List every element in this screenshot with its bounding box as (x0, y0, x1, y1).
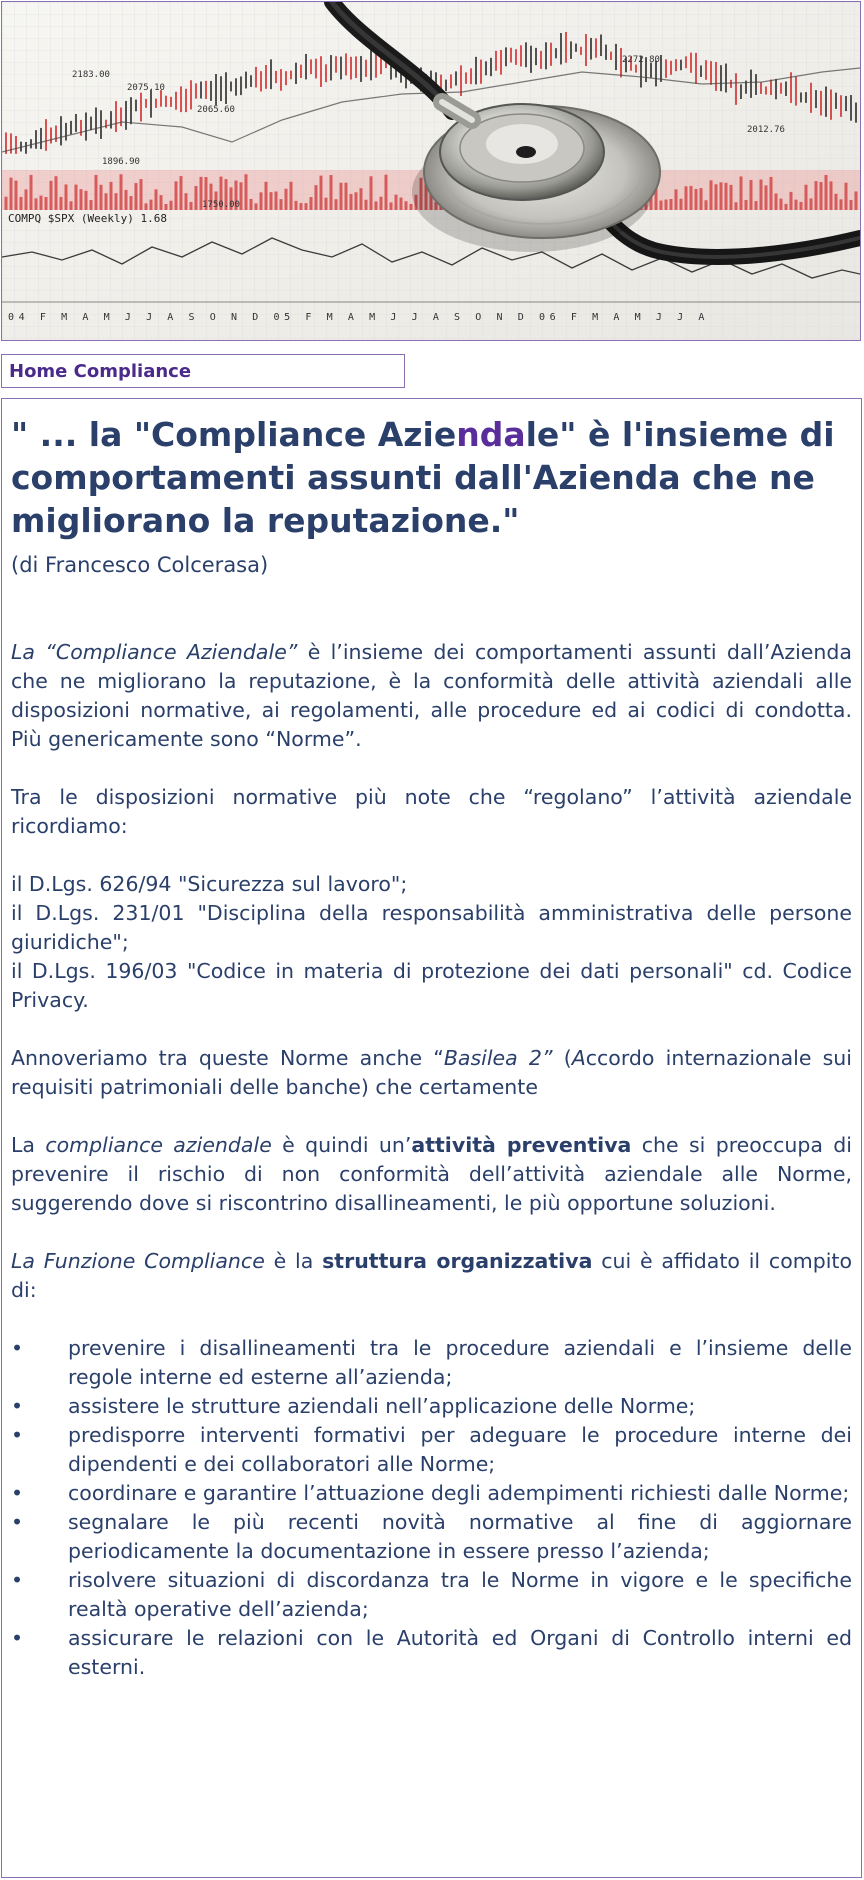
bullet-icon: • (11, 1510, 24, 1534)
chart-volume-bar (280, 199, 283, 210)
chart-tick-5: 2012.76 (747, 125, 785, 135)
list-item (11, 1392, 852, 1421)
chart-volume-bar (275, 191, 278, 210)
chart-volume-bar (785, 204, 788, 210)
chart-volume-bar (695, 189, 698, 210)
chart-volume-bar (845, 183, 848, 210)
chart-volume-bar (840, 199, 843, 210)
chart-volume-bar (745, 200, 748, 210)
paragraph-basilea (11, 1044, 852, 1102)
law-item-1: il D.Lgs. 626/94 "Sicurezza sul lavoro"; (11, 872, 408, 896)
duties-list (11, 1334, 852, 1682)
duty-text: prevenire i disallineamenti tra le procedure aziendali e l’insieme delle regole interne ed esterne all’azienda; (68, 1336, 852, 1389)
chart-volume-bar (195, 186, 198, 210)
chart-volume-bar (735, 202, 738, 210)
chart-volume-bar (760, 180, 763, 210)
chart-volume-bar (755, 201, 758, 210)
chart-volume-bar (665, 200, 668, 210)
chart-volume-bar (155, 189, 158, 210)
list-item (11, 1566, 852, 1624)
preventive-text-b: è quindi un’ (271, 1133, 412, 1157)
chart-volume-bar (260, 192, 263, 210)
chart-volume-bar (15, 181, 18, 210)
chart-volume-bar (75, 185, 78, 210)
chart-volume-bar (170, 201, 173, 210)
page-quote-heading (11, 413, 852, 542)
chart-volume-bar (705, 200, 708, 210)
function-strong: struttura organizzativa (322, 1249, 593, 1273)
chart-volume-bar (55, 176, 58, 210)
chart-volume-bar (660, 201, 663, 210)
preventive-text-a: La (11, 1133, 46, 1157)
chart-volume-bar (700, 188, 703, 210)
chart-volume-bar (150, 200, 153, 210)
chart-volume-bar (355, 192, 358, 210)
quote-highlight: nda (456, 415, 526, 454)
chart-volume-bar (25, 189, 28, 210)
basilea-text-c: ccordo internazionale sui requisiti patrimoniali delle banche) che certamente (11, 1046, 852, 1099)
home-compliance-link[interactable]: Home Compliance (9, 361, 192, 382)
chart-volume-bar (330, 175, 333, 210)
chart-volume-bar (350, 194, 353, 210)
chart-volume-bar (750, 180, 753, 210)
article-body (11, 638, 852, 1682)
chart-volume-bar (335, 199, 338, 210)
chart-volume-bar (35, 198, 38, 210)
paragraph-definition (11, 638, 852, 754)
chart-volume-bar (775, 193, 778, 210)
chart-volume-bar (675, 189, 678, 210)
duty-text: coordinare e garantire l’attuazione degli adempimenti richiesti dalle Norme; (68, 1481, 850, 1505)
chart-volume-bar (295, 201, 298, 210)
chart-volume-bar (40, 196, 43, 210)
chart-tick-6: 1896.90 (102, 157, 140, 167)
chart-volume-bar (20, 197, 23, 210)
chart-volume-bar (65, 184, 68, 210)
chart-caption: COMPQ $SPX (Weekly) 1.68 (8, 212, 167, 225)
chart-volume-bar (360, 188, 363, 210)
duty-text: risolvere situazioni di discordanza tra le Norme in vigore e le specifiche realtà operative dell’azienda; (68, 1568, 852, 1621)
chart-volume-bar (370, 176, 373, 210)
chart-volume-bar (145, 203, 148, 210)
chart-volume-bar (780, 199, 783, 210)
chart-volume-bar (805, 185, 808, 210)
chart-volume-bar (380, 197, 383, 210)
duty-text: segnalare le più recenti novità normative al fine di aggiornare periodicamente la documentazione in essere presso l’azienda; (68, 1510, 852, 1563)
chart-volume-bar (115, 193, 118, 210)
chart-volume-bar (395, 195, 398, 210)
chart-volume-bar (670, 199, 673, 210)
chart-volume-bar (715, 184, 718, 210)
chart-volume-bar (855, 191, 858, 210)
function-text-b: cui è affidato il compito di: (11, 1249, 852, 1302)
list-item (11, 1624, 852, 1682)
chart-volume-bar (305, 203, 308, 210)
chart-volume-bar (85, 191, 88, 210)
duty-text: assistere le strutture aziendali nell’applicazione delle Norme; (68, 1394, 696, 1418)
chart-tick-4: 2272.80 (622, 55, 660, 65)
bullet-icon: • (11, 1568, 24, 1592)
chart-volume-bar (270, 192, 273, 210)
chart-volume-bar (180, 176, 183, 210)
chart-volume-bar (730, 185, 733, 210)
definition-text: è l’insieme dei comportamenti assunti dall’Azienda che ne migliorano la reputazione, è la conformità delle attività aziendali alle disposizioni normative, ai regolamenti, alle procedure ed ai codici di condotta. Più genericamente sono “Norme”. (11, 640, 852, 751)
chart-volume-bar (110, 182, 113, 210)
basilea-text-a: Annoveriamo tra queste Norme anche “ (11, 1046, 444, 1070)
chart-volume-bar (130, 196, 133, 210)
term-compliance-aziendale: La “Compliance Aziendale” (11, 640, 298, 664)
chart-volume-bar (410, 204, 413, 210)
chart-volume-bar (190, 202, 193, 210)
chart-volume-bar (810, 198, 813, 210)
duty-text: assicurare le relazioni con le Autorità ed Organi di Controllo interni ed esterni. (68, 1626, 852, 1679)
bullet-icon: • (11, 1481, 24, 1505)
chart-volume-bar (290, 182, 293, 210)
bullet-icon: • (11, 1423, 24, 1447)
function-term: La Funzione Compliance (11, 1249, 265, 1273)
preventive-strong: attività preventiva (411, 1133, 632, 1157)
bullet-icon: • (11, 1394, 24, 1418)
function-text-a: è la (264, 1249, 323, 1273)
chart-tick-7: 1750.00 (202, 200, 240, 210)
list-item (11, 1334, 852, 1392)
chart-volume-bar (175, 181, 178, 210)
list-item (11, 1421, 852, 1479)
chart-tick-2: 2075.10 (127, 83, 165, 93)
chart-volume-bar (255, 203, 258, 210)
chart-volume-bar (60, 197, 63, 210)
chart-volume-bar (825, 175, 828, 210)
chart-volume-bar (405, 201, 408, 210)
chart-volume-bar (720, 182, 723, 210)
chart-volume-bar (165, 204, 168, 210)
chart-volume-bar (690, 186, 693, 210)
chart-volume-bar (135, 183, 138, 210)
chart-volume-bar (740, 176, 743, 210)
chart-volume-bar (835, 194, 838, 210)
preventive-text-c: che si preoccupa di prevenire il rischio di non conformità dell’attività aziendale alle Norme, suggerendo dove si riscontrino disallineamenti, le più opportune soluzioni. (11, 1133, 852, 1215)
chart-volume-bar (685, 186, 688, 210)
chart-tick-1: 2183.00 (72, 70, 110, 80)
basilea-term: Basilea 2” (443, 1046, 553, 1070)
chart-volume-bar (385, 175, 388, 210)
chart-volume-bar (365, 200, 368, 210)
law-item-3: il D.Lgs. 196/03 "Codice in materia di protezione dei dati personali" cd. Codice Privacy. (11, 959, 852, 1012)
chart-volume-bar (710, 180, 713, 210)
stock-chart-stethoscope-illustration (2, 2, 860, 340)
chart-volume-bar (310, 197, 313, 210)
chart-tick-3: 2065.60 (197, 105, 235, 115)
chart-month-axis: 04 F M A M J J A S O N D 05 F M A M J J A S O N D 06 F M A M J J A (8, 312, 709, 323)
chart-volume-bar (320, 176, 323, 210)
chart-volume-bar (70, 201, 73, 210)
chart-volume-bar (820, 182, 823, 210)
chart-volume-bar (160, 195, 163, 210)
chart-volume-bar (315, 185, 318, 210)
paragraph-preventive (11, 1131, 852, 1218)
chart-volume-bar (100, 185, 103, 210)
chart-volume-bar (240, 182, 243, 210)
bullet-icon: • (11, 1336, 24, 1360)
quote-part-2: le" è l'insieme di comportamenti assunti dall'Azienda che ne migliorano la reputazione." (11, 415, 835, 540)
chart-volume-bar (375, 201, 378, 210)
main-content (1, 398, 862, 1878)
chart-volume-bar (245, 174, 248, 210)
quote-author: (di Francesco Colcerasa) (11, 553, 269, 577)
basilea-text-b: ( (552, 1046, 572, 1070)
chart-volume-bar (140, 179, 143, 210)
chart-volume-bar (725, 183, 728, 210)
chart-volume-bar (680, 199, 683, 210)
chart-volume-bar (300, 203, 303, 210)
chart-volume-bar (790, 192, 793, 210)
paragraph-function (11, 1247, 852, 1305)
chart-volume-bar (90, 200, 93, 210)
chart-volume-bar (30, 175, 33, 210)
quote-part-1: " ... la "Compliance Azie (11, 415, 457, 454)
chart-volume-bar (800, 202, 803, 210)
home-compliance-link-box[interactable] (1, 354, 405, 388)
chart-volume-bar (250, 199, 253, 210)
chart-volume-bar (770, 177, 773, 210)
chart-volume-bar (285, 189, 288, 210)
chart-volume-bar (125, 190, 128, 210)
chart-volume-bar (830, 181, 833, 210)
chart-volume-bar (765, 185, 768, 210)
banner-image (1, 1, 861, 341)
chart-volume-bar (390, 202, 393, 210)
chart-volume-bar (105, 193, 108, 210)
chart-volume-bar (340, 183, 343, 210)
chart-volume-bar (5, 197, 8, 210)
chart-volume-bar (795, 200, 798, 210)
chart-volume-bar (850, 200, 853, 210)
bullet-icon: • (11, 1626, 24, 1650)
chart-volume-bar (265, 182, 268, 210)
paragraph-laws-intro: Tra le disposizioni normative più note che “regolano” l’attività aziendale ricordiamo: (11, 785, 852, 838)
basilea-term-2: A (571, 1046, 586, 1070)
chart-volume-bar (45, 197, 48, 210)
chart-volume-bar (10, 178, 13, 210)
preventive-term: compliance aziendale (45, 1133, 272, 1157)
duty-text: predisporre interventi formativi per adeguare le procedure interne dei dipendenti e dei collaboratori alle Norme; (68, 1423, 852, 1476)
list-item (11, 1508, 852, 1566)
chart-volume-bar (185, 193, 188, 210)
chart-volume-bar (815, 181, 818, 210)
law-item-2: il D.Lgs. 231/01 "Disciplina della responsabilità amministrativa delle persone giuridiche"; (11, 901, 852, 954)
chart-volume-bar (325, 198, 328, 210)
chart-volume-bar (120, 174, 123, 210)
chart-volume-bar (50, 181, 53, 210)
list-item (11, 1479, 852, 1508)
chart-volume-bar (95, 175, 98, 210)
chart-volume-bar (80, 189, 83, 210)
chart-volume-bar (400, 198, 403, 210)
chart-volume-bar (345, 183, 348, 210)
